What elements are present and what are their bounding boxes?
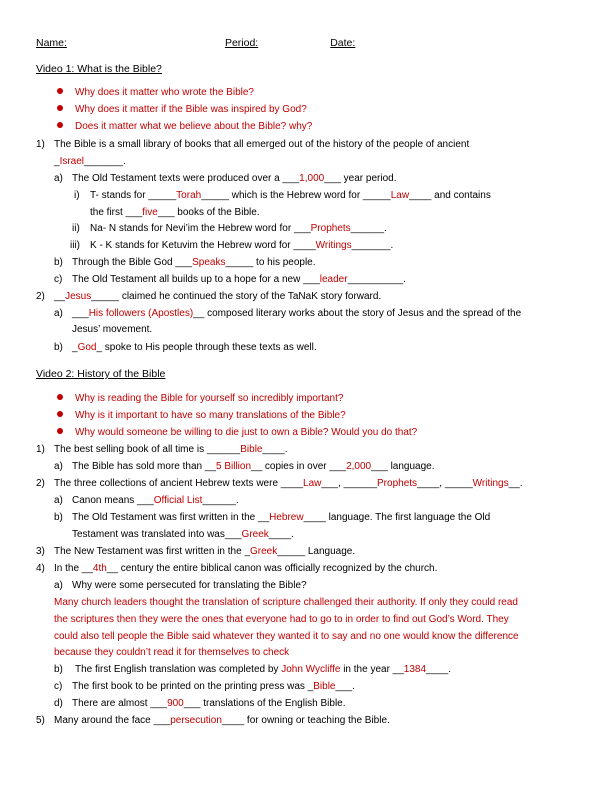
item-text: The three collections of ancient Hebrew texts were ____Law___, ______Prophets____, _____Writings__. — [54, 478, 523, 489]
item-text: Many around the face ___persecution____ for owning or teaching the Bible. — [54, 715, 390, 726]
item-text: There are almost ___900___ translations of the English Bible. — [72, 698, 346, 709]
bullet-icon — [57, 394, 63, 400]
item-text: T- stands for _____Torah_____ which is the Hebrew word for _____Law____ and contains — [90, 190, 491, 201]
answer: Prophets — [310, 223, 351, 234]
item-text: The Old Testament was first written in the __Hebrew____ language. The first language the Old — [72, 512, 491, 523]
answer: leader — [319, 274, 348, 285]
answer: Writings — [315, 240, 352, 251]
item-letter: d) — [54, 698, 63, 709]
discussion-question: Why does it matter if the Bible was inspired by God? — [57, 103, 307, 116]
item-roman: ii) — [72, 223, 80, 234]
answer: 1,000 — [299, 173, 325, 184]
answer: Law — [390, 190, 410, 201]
item-text: Jesus’ movement. — [72, 324, 153, 335]
answer: five — [142, 207, 158, 218]
item-text: _Israel_______. — [54, 156, 126, 167]
answer: 1384 — [403, 664, 427, 675]
item-number: 1) — [36, 444, 45, 455]
item-number: 3) — [36, 546, 45, 557]
answer: God — [77, 342, 97, 353]
answer: Prophets — [377, 478, 418, 489]
item-text: The best selling book of all time is ______Bible____. — [54, 444, 288, 455]
bullet-icon — [57, 428, 63, 434]
answer: 2,000 — [346, 461, 372, 472]
discussion-question: Why is it important to have so many translations of the Bible? — [57, 409, 346, 422]
item-text: _God_ spoke to His people through these texts as well. — [72, 342, 317, 353]
answer: John Wycliffe — [281, 664, 341, 675]
answer: persecution — [170, 715, 222, 726]
bullet-icon — [57, 411, 63, 417]
name-label: Name: — [36, 37, 67, 49]
item-text: Testament was translated into was___Greek____. — [72, 529, 294, 540]
item-letter: a) — [54, 495, 63, 506]
section-title-video2: Video 2: History of the Bible — [36, 368, 166, 380]
discussion-question: Why does it matter who wrote the Bible? — [57, 86, 254, 99]
answer: 5 Billion — [215, 461, 252, 472]
item-text: ___His followers (Apostles)__ composed literary works about the story of Jesus and the spread of the — [72, 308, 522, 319]
discussion-question: Why would someone be willing to die just to own a Bible? Would you do that? — [57, 426, 417, 439]
date-label: Date: — [330, 37, 356, 49]
item-text: Canon means ___Official List______. — [72, 495, 239, 506]
item-letter: b) — [54, 257, 63, 268]
discussion-question: Why is reading the Bible for yourself so incredibly important? — [57, 392, 343, 405]
item-number: 5) — [36, 715, 45, 726]
item-text: Why were some persecuted for translating the Bible? — [72, 580, 307, 591]
answer: Official List — [153, 495, 203, 506]
item-text: Through the Bible God ___Speaks_____ to his people. — [72, 257, 316, 268]
item-text: Na- N stands for Nevi’im the Hebrew word for ___Prophets______. — [90, 223, 387, 234]
item-number: 2) — [36, 478, 45, 489]
item-letter: a) — [54, 461, 63, 472]
item-letter: c) — [54, 274, 63, 285]
item-letter: a) — [54, 173, 63, 184]
item-text: The New Testament was first written in the _Greek_____ Language. — [54, 546, 356, 557]
answer: Speaks — [192, 257, 226, 268]
answer-paragraph-line: Many church leaders thought the translation of scripture challenged their authority. If only they could read — [54, 597, 518, 608]
item-text: The Bible has sold more than __5 Billion__ copies in over ___2,000___ language. — [72, 461, 435, 472]
answer: Jesus — [65, 291, 92, 302]
header-row — [36, 37, 437, 50]
answer: Hebrew — [269, 512, 304, 523]
answer: Torah — [176, 190, 202, 201]
item-number: 4) — [36, 563, 45, 574]
item-roman: iii) — [70, 240, 80, 251]
item-text: The Old Testament all builds up to a hope for a new ___leader__________. — [72, 274, 406, 285]
bullet-icon — [57, 88, 63, 94]
item-text: K - K stands for Ketuvim the Hebrew word for ____Writings_______. — [90, 240, 394, 251]
answer: 4th — [92, 563, 107, 574]
item-text: the first ___five___ books of the Bible. — [90, 207, 260, 218]
period-label: Period: — [224, 37, 259, 49]
answer: 900 — [167, 698, 184, 709]
item-text: The first book to be printed on the printing press was _Bible___. — [72, 681, 355, 692]
bullet-icon — [57, 122, 63, 128]
answer: Bible — [313, 681, 336, 692]
item-letter: b) — [54, 664, 63, 675]
item-letter: b) — [54, 512, 63, 523]
answer-paragraph-line: the scriptures then they were the ones that everyone had to go to in order to find out God’s Word. They — [54, 614, 509, 625]
answer: Israel — [59, 156, 85, 167]
item-text: The Old Testament texts were produced over a ___1,000___ year period. — [72, 173, 397, 184]
answer: Writings — [472, 478, 509, 489]
item-number: 2) — [36, 291, 45, 302]
answer: Bible — [240, 444, 263, 455]
discussion-question: Does it matter what we believe about the Bible? why? — [57, 120, 312, 133]
section-title-video1: Video 1: What is the Bible? — [36, 63, 162, 75]
item-letter: c) — [54, 681, 63, 692]
item-text: __Jesus_____ claimed he continued the story of the TaNaK story forward. — [54, 291, 382, 302]
answer: Law — [303, 478, 322, 489]
item-roman: i) — [74, 190, 80, 201]
answer: Greek — [241, 529, 269, 540]
answer: His followers (Apostles) — [88, 308, 194, 319]
bullet-icon — [57, 105, 63, 111]
item-letter: b) — [54, 342, 63, 353]
item-text: The Bible is a small library of books that all emerged out of the history of the people of ancient — [54, 139, 470, 150]
item-text: The first English translation was completed by John Wycliffe in the year __1384____. — [75, 664, 452, 675]
answer: Greek — [250, 546, 278, 557]
item-text: In the __4th__ century the entire biblical canon was officially recognized by the church. — [54, 563, 438, 574]
answer-paragraph-line: could also tell people the Bible said whatever they wanted it to say and no one would know the difference — [54, 631, 519, 642]
item-letter: a) — [54, 308, 63, 319]
answer-paragraph-line: because they couldn’t read it for themselves to check — [54, 647, 290, 658]
item-number: 1) — [36, 139, 45, 150]
item-letter: a) — [54, 580, 63, 591]
